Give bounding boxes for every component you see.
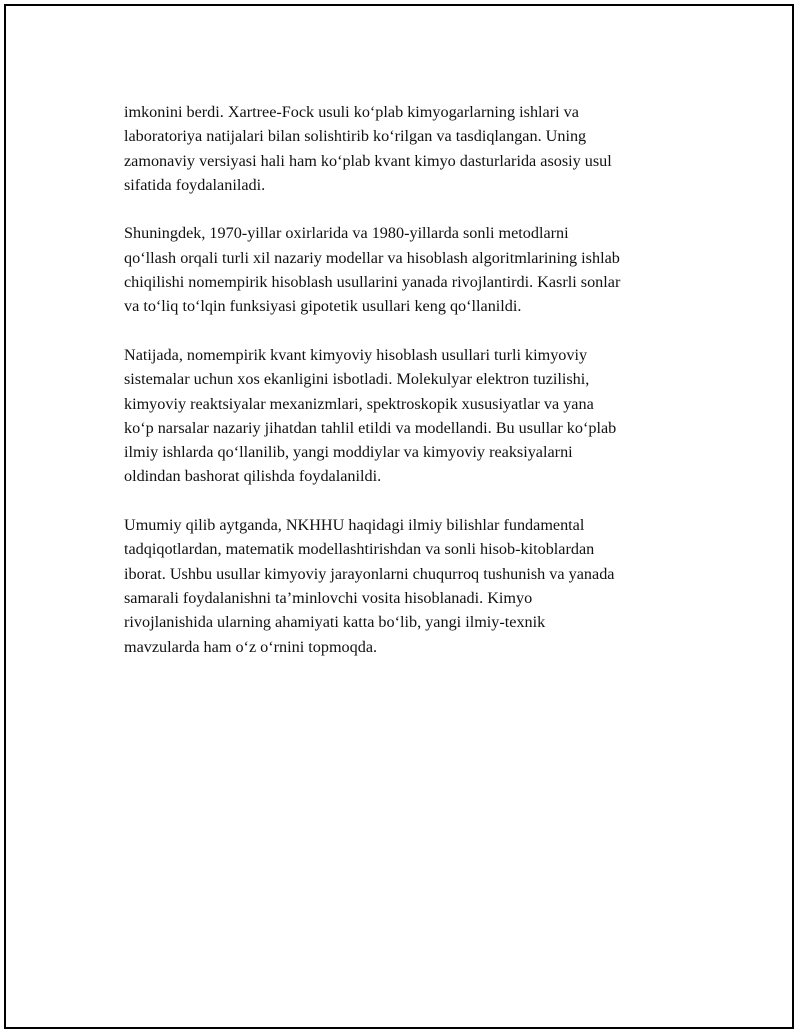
text-line: tadqiqotlardan, matematik modellashtirishdan va sonli hisob-kitoblardan — [124, 540, 595, 559]
text-line: zamonaviy versiyasi hali ham koʻplab kvant kimyo dasturlarida asosiy usul — [124, 151, 612, 170]
text-line: va toʻliq toʻlqin funksiyasi gipotetik usullari keng qoʻllanildi. — [124, 297, 522, 316]
paragraph-1 — [124, 100, 694, 197]
text-line: sistemalar uchun xos ekanligini isbotladi. Molekulyar elektron tuzilishi, — [124, 370, 590, 389]
text-line: Natijada, nomempirik kvant kimyoviy hisoblash usullari turli kimyoviy — [124, 345, 588, 364]
page-border — [4, 4, 794, 1029]
text-line: imkonini berdi. Xartree-Fock usuli koʻplab kimyogarlarning ishlari va — [124, 103, 579, 121]
text-line: samarali foydalanishni ta’minlovchi vosita hisoblanadi. Kimyo — [124, 588, 533, 607]
text-line: ilmiy ishlarda qoʻllanilib, yangi moddiylar va kimyoviy reaksiyalarni — [124, 443, 573, 462]
text-line: iborat. Ushbu usullar kimyoviy jarayonlarni chuqurroq tushunish va yanada — [124, 564, 615, 583]
text-line: Shuningdek, 1970-yillar oxirlarida va 1980-yillarda sonli metodlarni — [124, 224, 569, 243]
text-line: Umumiy qilib aytganda, NKHHU haqidagi ilmiy bilishlar fundamental — [124, 516, 585, 535]
paragraph-4 — [124, 513, 694, 659]
text-line: oldindan bashorat qilishda foydalanildi. — [124, 467, 382, 486]
text-line: mavzularda ham oʻz oʻrnini topmoqda. — [124, 637, 378, 656]
paragraph-2 — [124, 221, 694, 318]
paragraph-3 — [124, 343, 694, 489]
text-line: qoʻllash orqali turli xil nazariy modellar va hisoblash algoritmlarining ishlab — [124, 248, 620, 267]
text-line: laboratoriya natijalari bilan solishtirib koʻrilgan va tasdiqlangan. Uning — [124, 127, 587, 146]
document-body — [124, 100, 694, 683]
text-line: kimyoviy reaktsiyalar mexanizmlari, spektroskopik xususiyatlar va yana — [124, 394, 594, 413]
text-line: sifatida foydalaniladi. — [124, 175, 266, 194]
text-line: chiqilishi nomempirik hisoblash usullarini yanada rivojlantirdi. Kasrli sonlar — [124, 273, 621, 292]
text-line: koʻp narsalar nazariy jihatdan tahlil etildi va modellandi. Bu usullar koʻplab — [124, 418, 617, 437]
text-line: rivojlanishida ularning ahamiyati katta boʻlib, yangi ilmiy-texnik — [124, 613, 546, 632]
